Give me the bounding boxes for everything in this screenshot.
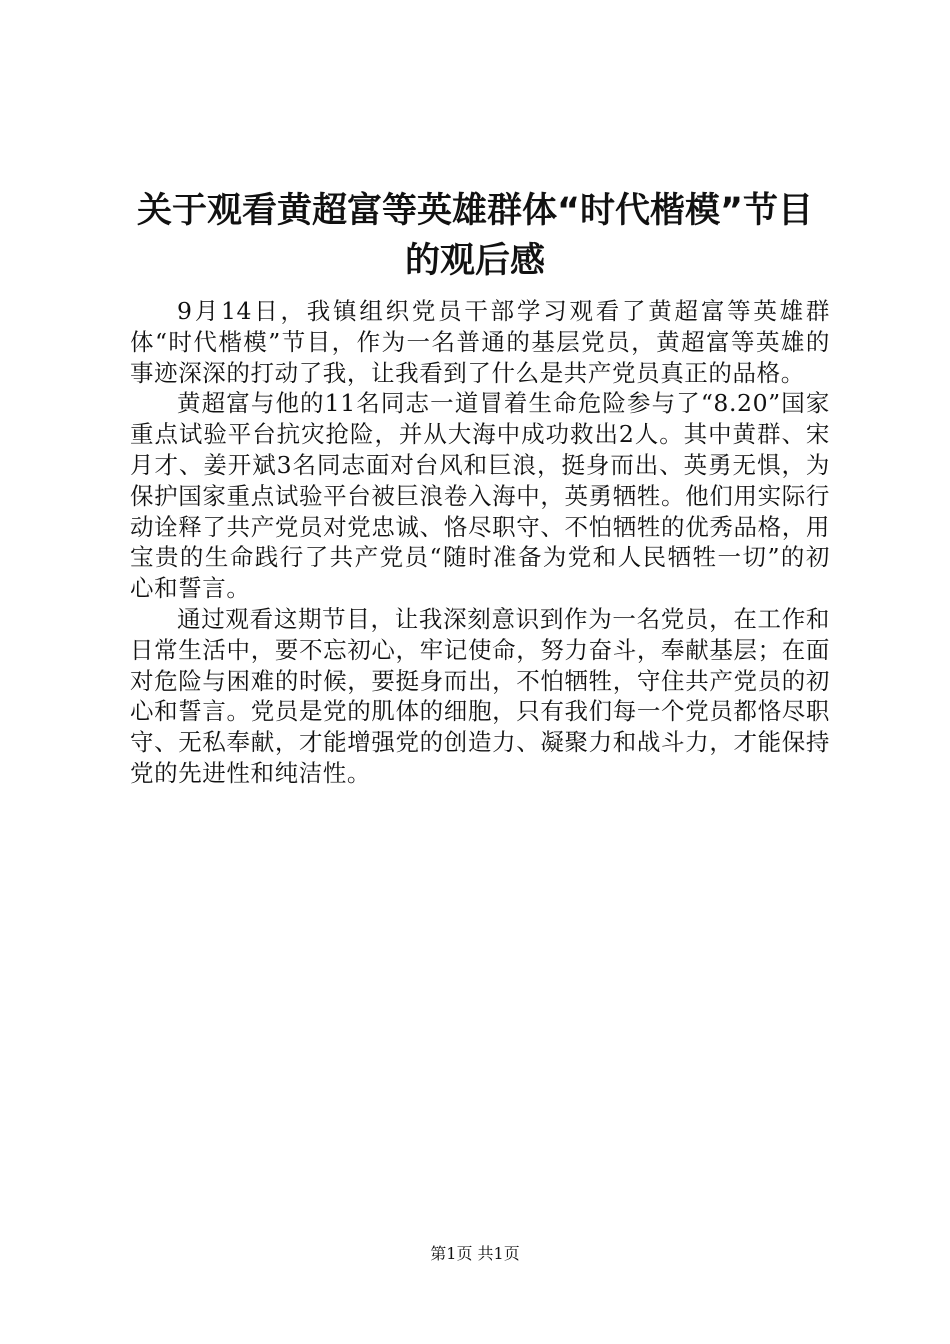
- body-paragraph-2: 黄超富与他的11名同志一道冒着生命危险参与了“8.20”国家重点试验平台抗灾抢险，并从大海中成功救出2人。其中黄群、宋月才、姜开斌3名同志面对台风和巨浪，挺身而出、英勇无惧，为保护国家重点试验平台被巨浪卷入海中，英勇牺牲。他们用实际行动诠释了共产党员对党忠诚、恪尽职守、不怕牺牲的优秀品格，用宝贵的生命践行了共产党员“随时准备为党和人民牺牲一切”的初心和誓言。: [130, 389, 830, 603]
- document-body: [130, 296, 830, 789]
- document-title-line-2: 的观后感: [404, 241, 545, 281]
- page-footer: 第1页 共1页: [430, 1244, 520, 1263]
- body-paragraph-1: 9月14日，我镇组织党员干部学习观看了黄超富等英雄群体“时代楷模”节目，作为一名普通的基层党员，黄超富等英雄的事迹深深的打动了我，让我看到了什么是共产党员真正的品格。: [130, 297, 830, 387]
- body-paragraph-3: 通过观看这期节目，让我深刻意识到作为一名党员，在工作和日常生活中，要不忘初心，牢记使命，努力奋斗，奉献基层；在面对危险与困难的时候，要挺身而出，不怕牺牲，守住共产党员的初心和誓言。党员是党的肌体的细胞，只有我们每一个党员都恪尽职守、无私奉献，才能增强党的创造力、凝聚力和战斗力，才能保持党的先进性和纯洁性。: [130, 604, 830, 787]
- document-title-line-1: 关于观看黄超富等英雄群体“时代楷模”节目: [136, 191, 813, 231]
